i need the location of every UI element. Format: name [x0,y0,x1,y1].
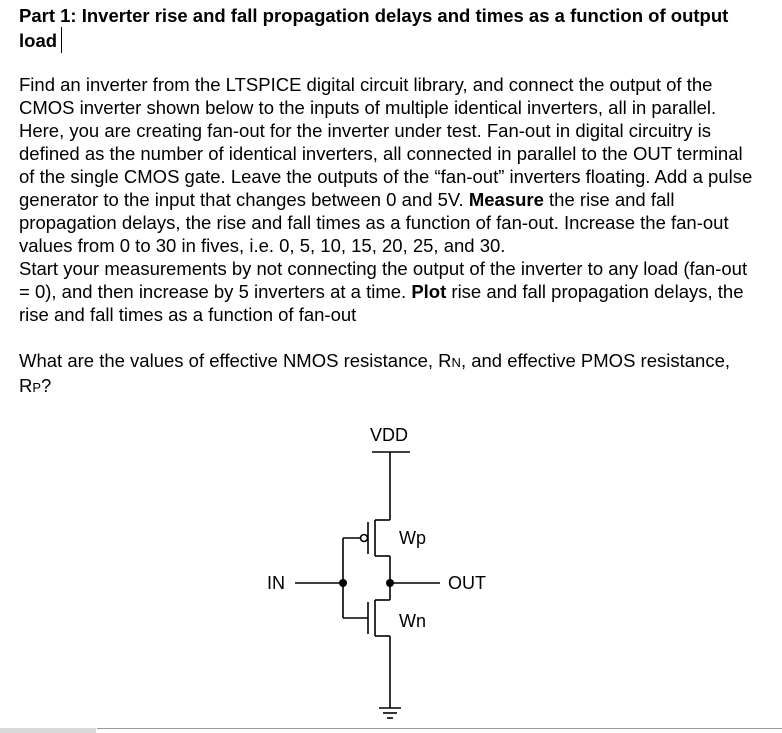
title-text: Part 1: Inverter rise and fall propagation delays and times as a function of output load [19,5,729,51]
input-junction-dot [339,579,347,587]
question-text-a: What are the values of effective NMOS resistance, R [19,350,452,371]
bottom-divider [97,728,782,729]
wp-label: Wp [399,528,426,548]
question-text-c: ? [41,375,52,396]
wn-label: Wn [399,611,426,631]
in-label: IN [267,573,285,593]
para2-bold-plot: Plot [411,281,447,302]
para2-text-a: Start your measurements by not connecting the output of the inverter to any load (fan-out = 0), and then increase by 5 inverters at a time. [19,258,748,302]
para2-text-b: rise and fall propagation delays, the rise and fall times as a function of fan-out [19,281,744,325]
vdd-label: VDD [370,425,409,445]
pmos-gate-bubble [361,535,368,542]
para1-text-b: the rise and fall propagation delays, the rise and fall times as a function of fan-out. Increase the fan-out values from 0 to 30 in fives, i.e. 0, 5, 10, 15, 20, 25, and 30. [19,189,729,256]
output-junction-dot [386,579,394,587]
para1-text-a: Find an inverter from the LTSPICE digital circuit library, and connect the output of the CMOS inverter shown below to the inputs of multiple identical inverters, all in parallel. Here, you are creating fan-out for the inverter under test. Fan-out in digital circuitry is defined as the number of identical inverters, all connected in parallel to the OUT terminal of the single CMOS gate. Leave the outputs of the “fan-out” inverters floating. Add a pulse generator to the input that changes between 0 and 5V. [19,74,753,210]
bottom-tab [0,728,96,733]
para1-bold-measure: Measure [468,189,544,210]
question-text-b: , and effective PMOS resistance, R [19,350,731,396]
question-subscript-n: N [451,355,461,370]
out-label: OUT [448,573,486,593]
question-subscript-p: P [32,380,42,395]
